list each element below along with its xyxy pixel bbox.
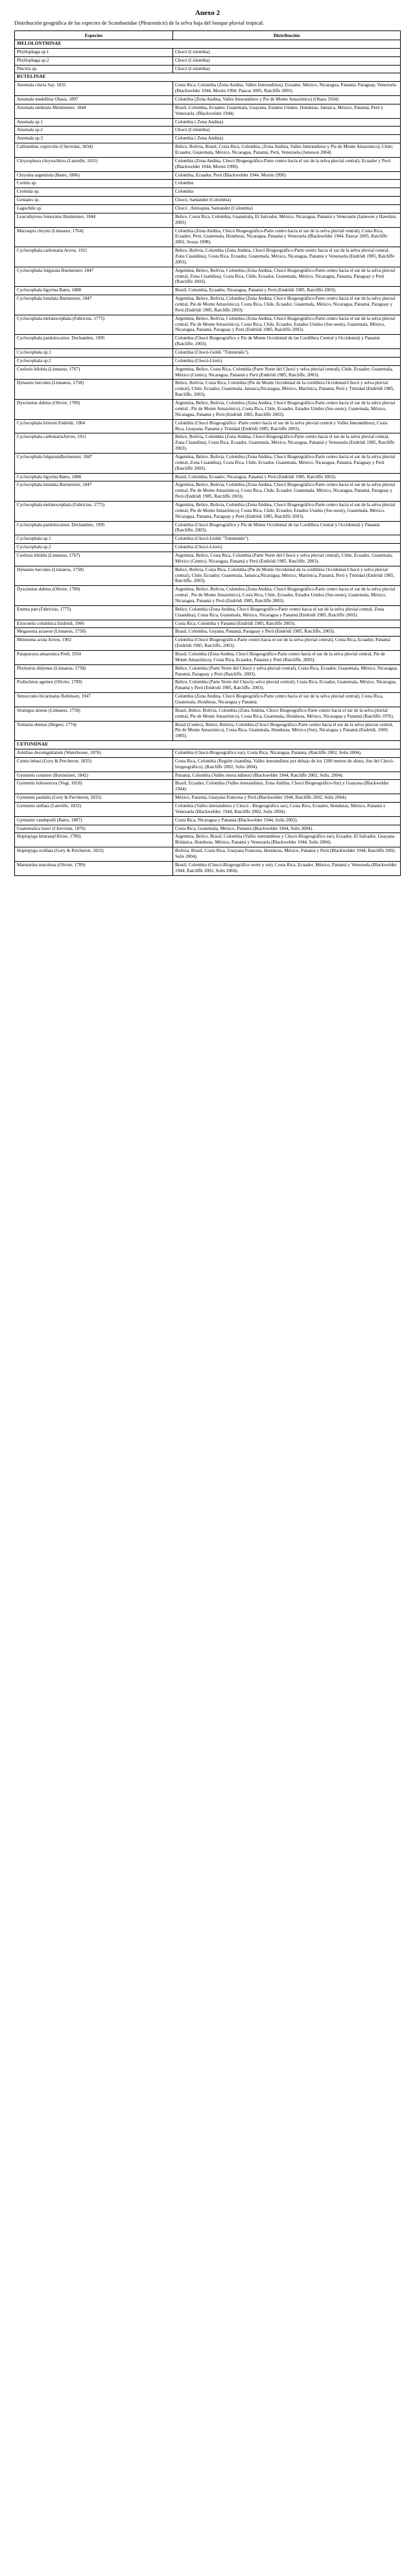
distribution-cell: Belice, Bolivia, Colombia (Zona Andina, Chocó Biogeográfico-Parte centro hacia el sur de la selva pluvial central, Zona Cisandina), Costa Rica, Ecuador, Guatemala, México, Nicaragua, Panamá y Venezuela (Endrödi 1985, Ratcliffe 2003). [172, 433, 400, 454]
distribution-cell: Brasil, Colombia (Chocó-Biogeográfico norte y sur), Costa Rica, Ecuador, México, Panamá y Venezuela (Blackwelder 1944, Ratcliffe 2002, Solis 2004). [172, 861, 400, 875]
species-name-cell: Cyclocephala ligyrina Bates, 1888 [15, 287, 173, 295]
species-name-cell: Megasoma actaeon (Linnaeus, 1758) [15, 628, 173, 637]
distribution-cell: Argentina, Belice, Bolivia, Colombia (Zona Andina, Chocó Biogeográfico-Parte centro hacia el sur de la selva pluvial central, Pie de Monte Amazónico), Costa Rica, Chile, Ecuador, Guatemala, México, Nicaragua, Panamá, Paraguay y Perú (Endrödi 1985, Ratcliffe 2003). [172, 481, 400, 502]
distribution-cell: Colombia (Zona Andina, Chocó Biogeográfico-Parte centro hacia el sur de la selva pluvial central), Ecuador y Perú (Blackwelder 1944, Morón 1990). [172, 157, 400, 171]
table-row [15, 679, 401, 693]
table-row [15, 566, 401, 586]
distribution-cell: Panamá, Colombia (Valles intera ndinos) (Blackwelder 1944, Ratcliffe 2002, Solis, 2004). [172, 772, 400, 780]
table-row [15, 65, 401, 73]
table-row [15, 772, 401, 780]
distribution-cell: Argentina, Belice, Bolivia, Colombia (Zona Andina, Chocó Biogeográfico-Parte centro hacia el sur de la selva pluvial central , Pie de Monte Amazónico), Costa Rica, Chile, Ecuador, Estados Unidos (Sur-oeste), Guatemala, México, Nicaragua, Panamá y Perú (Endrödi 1985, Ratcliffe 2003). [172, 400, 400, 420]
table-row [15, 400, 401, 420]
species-name-cell: Cyclocephala lunulata Burmeister, 1847 [15, 295, 173, 315]
species-name-cell: Eriocoelis columbica Endrödi, 1966 [15, 620, 173, 628]
table-row [15, 315, 401, 335]
table-row [15, 501, 401, 521]
species-name-cell: Tomarus ebenus (Degeer, 1774) [15, 721, 173, 741]
species-name-cell: Podischnus ageinor (Olivier, 1789) [15, 679, 173, 693]
table-row [15, 295, 401, 315]
table-row [15, 552, 401, 566]
distribution-cell: Colombia ( Zona Andina) [172, 135, 400, 143]
distribution-cell: Belice, Costa Rica, Colombia, Guatemala, El Salvador, México, Nicaragua, Panamá y Venezuela (Jameson y Hawkins, 2005) [172, 213, 400, 227]
distribution-cell: Chocó (Colombia) [172, 48, 400, 56]
table-row [15, 180, 401, 188]
distribution-cell: Argentina, Belice, Costa Rica, Colombia (Parte Norte del Chocó y selva pluvial central), Chile, Ecuador, Guatemala, México (Centro), Nicaragua, Panamá y Perú (Endrödi 1985, Ratcliffe, 2003). [172, 365, 400, 380]
table-row [15, 481, 401, 502]
species-name-cell: Cyclocephala pardolocarnor. Dechambre, 1995 [15, 335, 173, 349]
distribution-cell: Brasil (Centro), Belice, Bolivia, Colombia (Chocó Biogeográfico-Parte centro hacia el sur de la selva pluvial central, Pie de Monte Amazónico), Costa Rica, Guatemala, Honduras, México (Sur), Nicaragua y Panamá (Endrödi, 1969; 1985). [172, 721, 400, 741]
species-name-cell: Macraspis chrysis (Linnaeus, 1764) [15, 227, 173, 247]
table-row [15, 143, 401, 158]
table-row [15, 757, 401, 772]
distribution-cell: Costa Rica, Nicaragua y Panamá (Blackwelder 1944, Solis 2002). [172, 816, 400, 825]
subfamily-section-row [15, 73, 401, 82]
species-name-cell: Gymnetis holosericea (Vogt, 1818) [15, 780, 173, 794]
species-name-cell: Anomala medellina Ohaus, 1897 [15, 95, 173, 104]
species-name-cell: Dyscinetus dubius (Olivier, 1789) [15, 586, 173, 606]
table-header-row [15, 30, 401, 40]
table-row [15, 628, 401, 637]
distribution-cell: Belice, Colombia (Parte Norte del Chocóy selva pluvial central), Costa Rica, Ecuador, Guatemala, México, Nicaragua, Panamá y Perú (Endrodi 1985, Ratcliffe, 2003). [172, 679, 400, 693]
species-name-cell: Anomala sp.3 [15, 135, 173, 143]
distribution-cell: Belice, Bolivia, Costa Rica, Colombia (Pie de Monte Occidental de la cordillera Occidental-Chocó y selva pluvial central), Chile, Ecuador, Guatemala, Jamaica,Nicaragua, México, Martinica, Panamá, Perú y Trinidad (Endrödi 1985, Ratcliffe, 2003). [172, 566, 400, 586]
species-name-cell: Marmarina maculosa (Olivier, 1789) [15, 861, 173, 875]
distribution-cell: Belice, Colombia (Parte Norte del Chocó y selva pluvial central), Costa Rica, Ecuador, Guatemala, México, Nicaragua, Panamá, Paraguay y Perú (Ratcliffe, 2003). [172, 664, 400, 679]
table-row [15, 213, 401, 227]
distribution-cell: Brasil, Colombia, Ecuador, Nicaragua, Panamá y Perú (Endrödi 1985, Ratcliffe 2003). [172, 287, 400, 295]
species-name-cell: Guatemalica hoeri (Chevrolat, 1870) [15, 825, 173, 833]
species-name-cell: Phyllophaga sp.2 [15, 56, 173, 65]
distribution-cell: Colombia (Zona Andina, Chocó Biogeográfico-Parte centro hacia el sur de la selva pluvial central), Costa Rica, Guatemala, Honduras, Nicaragua y Panamá. [172, 693, 400, 707]
table-row [15, 847, 401, 862]
distribution-cell: Argentina, Belice, Bolivia, Colombia (Zona Andina, Chocó Biogeográfico-Parte centro hacia el sur de la selva pluvial central, Pie de Monte Amazónico), Costa Rica, Chile, Ecuador, Guatemala, México, Nicaragua, Panamá, Paraguay y Perú (Endrödi 1985, Ratcliffe 2003). [172, 295, 400, 315]
distribution-cell: Belice, Bolivia, Colombia (Zona Andina, Chocó Biogeográfico-Parte centro hacia el sur de la selva pluvial central, Zona Cisandina), Costa Rica, Ecuador, Guatemala, México, Nicaragua, Panamá y Venezuela (Endrödi 1985, Ratcliffe 2003). [172, 247, 400, 267]
species-name-cell: Mimeoma acuta Arrow, 1902 [15, 637, 173, 651]
species-name-cell: Cyclocephala carbonaria Arrow, 1911 [15, 247, 173, 267]
species-name-cell: Cyclocephala ligyrina Bates, 1888 [15, 473, 173, 481]
species-name-cell: Coelosis bilobla (Linnaeus, 1767) [15, 552, 173, 566]
table-row [15, 365, 401, 380]
subfamily-name: CETONIINAE [15, 741, 401, 749]
table-row [15, 803, 401, 817]
subfamily-name: MELOLONTHINAE [15, 40, 401, 48]
distribution-cell: Chocó (Colombia) [172, 65, 400, 73]
table-row [15, 473, 401, 481]
species-name-cell: Chrysina argentiola (Bates, 1886) [15, 171, 173, 180]
table-row [15, 780, 401, 794]
distribution-cell: Colombia (Zona Andina, Chocó Biogeográfico-Parte centro hacia el sur de la selva pluvial central), Costa Rica, Ecuador, Perú, Guatemala, Honduras, Nicaragua, Panamá y Venezuela (Blackwelder 1944, Paucar 2005, Ratcliffe 2002, Souza 1998). [172, 227, 400, 247]
species-name-cell: Gymnetis vandepolli (Bates, 1887) [15, 816, 173, 825]
table-row [15, 82, 401, 96]
distribution-cell: Argentina, Belice, Bolivia, Colombia (Zona Andina, Chocó Biogeográfico-Parte centro hacia el sur de la selva pluvial central, Pie de Monte Amazónico), Costa Rica, Chile, Ecuador, Estados Unidos (Sur-oeste), Guatemala, México, Nicaragua, Panamá, Paraguay y Perú (Endrödi 1985, Ratcliffe 2003). [172, 315, 400, 335]
species-name-cell: Gymnetis pardalis (Gory & Percheron, 1833) [15, 794, 173, 803]
page-description: Distribución geográfica de las especies de Scarabaeidae (Pleurosticti) de la selva baja del bosque pluvial tropical. [14, 19, 265, 26]
table-row [15, 605, 401, 620]
species-name-cell: Cyclocephala carbonariaArrow, 1911 [15, 433, 173, 454]
page-title: Anexo 2 [195, 9, 220, 17]
species-name-cell: Coelosis bilobla (Linnaeus, 1767) [15, 365, 173, 380]
distribution-cell: Colombia [172, 180, 400, 188]
table-row [15, 357, 401, 365]
table-row [15, 637, 401, 651]
species-name-cell: Cyclocephala sp.1 [15, 349, 173, 358]
table-row [15, 721, 401, 741]
species-name-cell: Cyclocephala sp.2 [15, 544, 173, 552]
subfamily-section-row [15, 741, 401, 749]
distribution-cell: Brasil, Colombia, Guyana, Panamá, Paraguay y Perú (Endrödi 1985, Ratcliffe, 2003). [172, 628, 400, 637]
species-name-cell: Plectris sp. [15, 65, 173, 73]
table-row [15, 651, 401, 665]
species-name-cell: Dynastes hercules (Linnaeus, 1758) [15, 566, 173, 586]
subfamily-name: RUTELINAE [15, 73, 401, 82]
species-name-cell: Cremida sp. [15, 188, 173, 197]
species-name-cell: Dyscinetus dubius (Olivier, 1789) [15, 400, 173, 420]
species-name-cell: Lagochile sp. [15, 205, 173, 213]
column-header-distribucion: Distribución [172, 30, 400, 40]
distribution-cell: Colombia (Chocó Biogeográfico y Pie de Monte Occidental de las Cordillera Central y Occidental) y Panamá (Ratcliffe, 2003). [172, 521, 400, 535]
species-name-cell: Cyclocephala fulgurataBurmeister, 1847 [15, 453, 173, 473]
table-row [15, 135, 401, 143]
distribution-cell: Argentina, Belice, Bolivia, Colombia (Zona Andina, Chocó Biogeográfico-Parte centro hacia el sur de la selva pluvial central, Zona Cisandina), Costa Rica, Chile, Ecuador, Guatemala, México, Nicaragua, Panamá, Paraguay y Perú (Ratcliffe 2003). [172, 453, 400, 473]
table-row [15, 620, 401, 628]
species-name-cell: Anomala sp.1 [15, 118, 173, 127]
species-name-cell: Gymnetis stellata (Latreille, 1833) [15, 803, 173, 817]
table-row [15, 433, 401, 454]
table-row [15, 794, 401, 803]
species-name-cell: Cyclocephala pardolocarnor. Dechambre, 1995 [15, 521, 173, 535]
species-name-cell: Cyclocephala melanocephala (Fabricius, 1775) [15, 501, 173, 521]
distribution-cell: Chocó (Colombia) [172, 56, 400, 65]
table-row [15, 95, 401, 104]
distribution-cell: Colombia (Chocó Biogeográfico y Pie de Monte Occidental de las Cordillera Central y Occidental) y Panamá (Ratcliffe, 2003). [172, 335, 400, 349]
distribution-cell: Colombia ( Zona Andina) [172, 118, 400, 127]
distribution-cell: Colombia (Chocó-Lloró). [172, 544, 400, 552]
species-name-cell: Leucothyreus femoratus Burmeister, 1844 [15, 213, 173, 227]
species-name-cell: Phyleurus didymus (Linnaeus, 1758) [15, 664, 173, 679]
species-name-cell: Cyclocephala melanocephala (Fabricius, 1775) [15, 315, 173, 335]
table-row [15, 419, 401, 433]
species-name-cell: Cotnis lebasi (Gory & Percheron, 1833) [15, 757, 173, 772]
table-row [15, 267, 401, 287]
table-row [15, 349, 401, 358]
distribution-cell: Bolivia, Brasil, Costa Rica, Guayana Francesa, Honduras, México, Panamá y Perú (Blackwelder 1944, Ratcliffe 2002, Solis 2004). [172, 847, 400, 862]
table-row [15, 205, 401, 213]
distribution-cell: Colombia (Chocó Biogeográfico-Parte centro hacia el sur de la selva pluvial central), Costa Rica, Ecuador, Panamá (Endrödi 1985, Ratcliffe, 2003). [172, 637, 400, 651]
distribution-cell: Belice, Colombia (Zona Andina, Chocó Biogeográfico-Parte centro hacia el sur de la selva pluvial central, Zona Cisandina), Costa Rica, Guatemala, México, Nicaragua y Panamá (Endrodi 1985, Ratcliffe 2003). [172, 605, 400, 620]
table-row [15, 535, 401, 544]
table-row [15, 287, 401, 295]
species-name-cell: Callistethus cupricolis (Chevrolat, 1834) [15, 143, 173, 158]
table-row [15, 188, 401, 197]
species-name-cell: Enema pan (Fabricius, 1775) [15, 605, 173, 620]
distribution-cell: Argentina, Belice, Costa Rica, Colombia (Parte Norte del Chocó y selva pluvial central), Chile, Ecuador, Guatemala, México (Centro), Nicaragua, Panamá y Perú (Endrödi 1985, Ratcliffe, 2003). [172, 552, 400, 566]
species-name-cell: Dynastes hercules (Linnaeus, 1758) [15, 380, 173, 400]
distribution-cell: Costa Rica, Colombia (Región cisandina, Valles interandinos por debajo de los 1200 metros de altura ,Sur del Chocó-biogeográfico). (Ratcliffe 2002, Solis 2004). [172, 757, 400, 772]
species-distribution-table [14, 30, 401, 876]
table-row [15, 197, 401, 205]
species-name-cell: Cyclocephala sp.1 [15, 535, 173, 544]
table-row [15, 825, 401, 833]
distribution-cell: México, Panamá, Guayana Francesa y Perú (Blackwelder 1944, Ratcliffe 2002, Solis 2004). [172, 794, 400, 803]
subfamily-section-row [15, 40, 401, 48]
distribution-cell: Argentina, Belice, Bolivia, Colombia (Zona Andina, Chocó Biogeográfico-Parte centro hacia el sur de la selva pluvial central, Pie de Monte Amazónico), Costa Rica, Chile, Ecuador, Estados Unidos (Sur-oeste), Guatemala, México, Nicaragua, Panamá, Paraguay y Perú (Endrödi 1985, Ratcliffe 2003). [172, 501, 400, 521]
table-row [15, 380, 401, 400]
table-row [15, 749, 401, 758]
species-name-cell: Amithao decemguttatum (Waterhouse, 1876) [15, 749, 173, 758]
distribution-cell: Colombia (Valles interandinos y Chocó - Biogeográfico sur), Costa Rica, Ecuador, Honduras, México, Panamá y Venezuela (Blackwelder, 1944, Ratcliffe 2002, Solis 2004). [172, 803, 400, 817]
table-row [15, 227, 401, 247]
table-row [15, 56, 401, 65]
species-name-cell: Cyclocephala sp.2 [15, 357, 173, 365]
distribution-cell: Chocó (Colombia) [172, 127, 400, 135]
distribution-cell: Brasil, Belice, Bolivia, Colombia (Zona Andina, Chocó Biogeográfico-Parte centro hacia el sur de la selva pluvial central, Pie de Monte Amazónico), Costa Rica, Guatemala, Honduras, México, Nicaragua y Panamá (Ratcliffe 1976). [172, 707, 400, 721]
species-name-cell: Cotinis sp. [15, 180, 173, 188]
distribution-cell: Argentina, Belice, Bolivia, Colombia (Zona Andina, Chocó Biogeográfico-Parte centro hacia el sur de la selva pluvial central , Pie de Monte Amazónico), Costa Rica, Chile, Ecuador, Estados Unidos (Sur-oeste), Guatemala, México, Nicaragua, Panamá y Perú (Endrödi 1985, Ratcliffe 2003). [172, 586, 400, 606]
table-row [15, 453, 401, 473]
species-name-cell: Cyclocephala lunulata Burmeister, 1847 [15, 481, 173, 502]
distribution-cell: Costa Rica, Colombia y Panamá (Endrödi 1985, Ratcliffe 2003). [172, 620, 400, 628]
table-row [15, 664, 401, 679]
table-row [15, 707, 401, 721]
species-name-cell: Geniates sp. [15, 197, 173, 205]
table-row [15, 48, 401, 56]
table-row [15, 586, 401, 606]
species-name-cell: Gymnetis cotunior (Burmeister, 1842) [15, 772, 173, 780]
distribution-cell: Colombia (Chocó-Guldó "Tutunendo"). [172, 535, 400, 544]
species-name-cell: Anomala sp.2 [15, 127, 173, 135]
species-name-cell: Phyllophaga sp.1 [15, 48, 173, 56]
species-name-cell: Hoplopyga biturata(Olivier, 1789) [15, 833, 173, 847]
table-row [15, 544, 401, 552]
distribution-cell: Colombia (Zona Andina, Valles Interandinos y Pie de Monte Amazónico) (Ohaus 1934) [172, 95, 400, 104]
species-name-cell: Stenocrates bicarinatus Robinson, 1947 [15, 693, 173, 707]
column-header-especies: Especies [15, 30, 173, 40]
species-name-cell: Strategus aloeus (Linnaeus, 1758) [15, 707, 173, 721]
distribution-cell: Argentina, Belice, Brasil, Colombia (Valles interandinos y Chocó-Biogeográfico sur), Ecuador, El Salvador, Guayana Británica, Honduras, México, Panamá y Venezuela (Blackwelder 1944, Solis 2004). [172, 833, 400, 847]
distribution-cell: Chocó , Antioquia, Santander (Colombia) [172, 205, 400, 213]
distribution-cell: Argentina, Belice, Bolivia, Colombia (Zona Andina, Chocó Biogeográfico-Parte centro hacia el sur de la selva pluvial central, Zona Cisandina), Costa Rica, Chile, Ecuador, Guatemala, México, Nicaragua, Panamá, Paraguay y Perú (Ratcliffe 2003). [172, 267, 400, 287]
species-name-cell: Parapucaya amazonica Prell, 1934 [15, 651, 173, 665]
distribution-cell: Colombia (Chocó Biogeográfico -Parte centro hacia el sur de la selva pluvial central y Valles Interandinos), Costa Rica, Guayana, Panamá y Trinidad (Endrödi 1985, Ratcliffe 2003). [172, 419, 400, 433]
distribution-cell: Brasil, Colombia (Zona Andina, Chocó Biogeográfico-Parte centro hacia el sur de la selva pluvial central, Pie de Monte Amazónico), Costa Rica, Ecuador, Panamá y Perú (Ratcliffe, 2003). [172, 651, 400, 665]
distribution-cell: Belice, Bolivia, Brasil, Costa Rica, Colombia, (Zona Andina, Valles Interandinos y Pie de Monte Amazónico), Chile; Ecuador, Guatemala, México, Nicaragua, Panamá, Perú, Venezuela (Jameson 2004) [172, 143, 400, 158]
species-name-cell: Hoplopyga ocellata (Gory & Percheron, 1833) [15, 847, 173, 862]
distribution-cell: Brasil, Colombia, Ecuador, Guatemala, Guayana, Estados Unidos, Honduras, Jamaica, México, Panamá, Perú y Venezuela. (Blackwelder 1944) [172, 104, 400, 118]
table-row [15, 335, 401, 349]
distribution-cell: Belice, Bolivia, Costa Rica, Colombia (Pie de Monte Occidental de la cordillera Occidental-Chocó y selva pluvial central), Chile, Ecuador, Guatemala, Jamaica,Nicaragua, México, Martinica, Panamá, Perú y Trinidad (Endrödi 1985, Ratcliffe, 2003). [172, 380, 400, 400]
document-page [0, 0, 415, 889]
species-name-cell: Anomala cincta Say, 1835 [15, 82, 173, 96]
table-row [15, 171, 401, 180]
species-name-cell: Cyclocephala brittoni Endrödi, 1964 [15, 419, 173, 433]
table-row [15, 157, 401, 171]
species-name-cell: Cyclocephala fulgurata Burmeister, 1847 [15, 267, 173, 287]
species-name-cell: Chrysophora chrysochlora (Latreille, 1811) [15, 157, 173, 171]
table-row [15, 693, 401, 707]
distribution-cell: Costa Rica, Guatemala, México, Panamá (Blackwelder 1944, Solis 2004). [172, 825, 400, 833]
distribution-cell: Chocó, Santander (Colombia) [172, 197, 400, 205]
distribution-cell: Costa Rica, Colombia (Zona Andina, Valles Interandinos), Ecuador, México, Nicaragua, Panamá, Paraguay, Venezuela (Blackwelder 1944, Morón 1994; Paucar 2005, Ratcliffe 2003) [172, 82, 400, 96]
distribution-cell: Colombia (Chocó-Biogeográfico sur), Costa Rica, Nicaragua, Panamá, (Ratcliffe 2002, Solis 2004). [172, 749, 400, 758]
distribution-cell: Brasil, Ecuador, Colombia (Valles interandinos, Zona Andina, Chocó Biogeográfico-Sur) y Guayana (Blackwelder 1944). [172, 780, 400, 794]
table-row [15, 127, 401, 135]
table-body [15, 40, 401, 875]
table-row [15, 833, 401, 847]
table-row [15, 816, 401, 825]
table-row [15, 118, 401, 127]
distribution-cell: Colombia (Chocó-Lloró). [172, 357, 400, 365]
table-row [15, 861, 401, 875]
table-row [15, 247, 401, 267]
distribution-cell: Colombia (Chocó-Guldó "Tutunendo"). [172, 349, 400, 358]
table-row [15, 521, 401, 535]
species-name-cell: Anomala undulata Meisheimer, 1844 [15, 104, 173, 118]
distribution-cell: Colombia, Ecuador, Perú (Blackwelder 1944, Morón 1990) [172, 171, 400, 180]
distribution-cell: Brasil, Colombia, Ecuador, Nicaragua, Panamá y Perú (Endrödi 1985, Ratcliffe 2003). [172, 473, 400, 481]
table-row [15, 104, 401, 118]
distribution-cell: Colombia [172, 188, 400, 197]
